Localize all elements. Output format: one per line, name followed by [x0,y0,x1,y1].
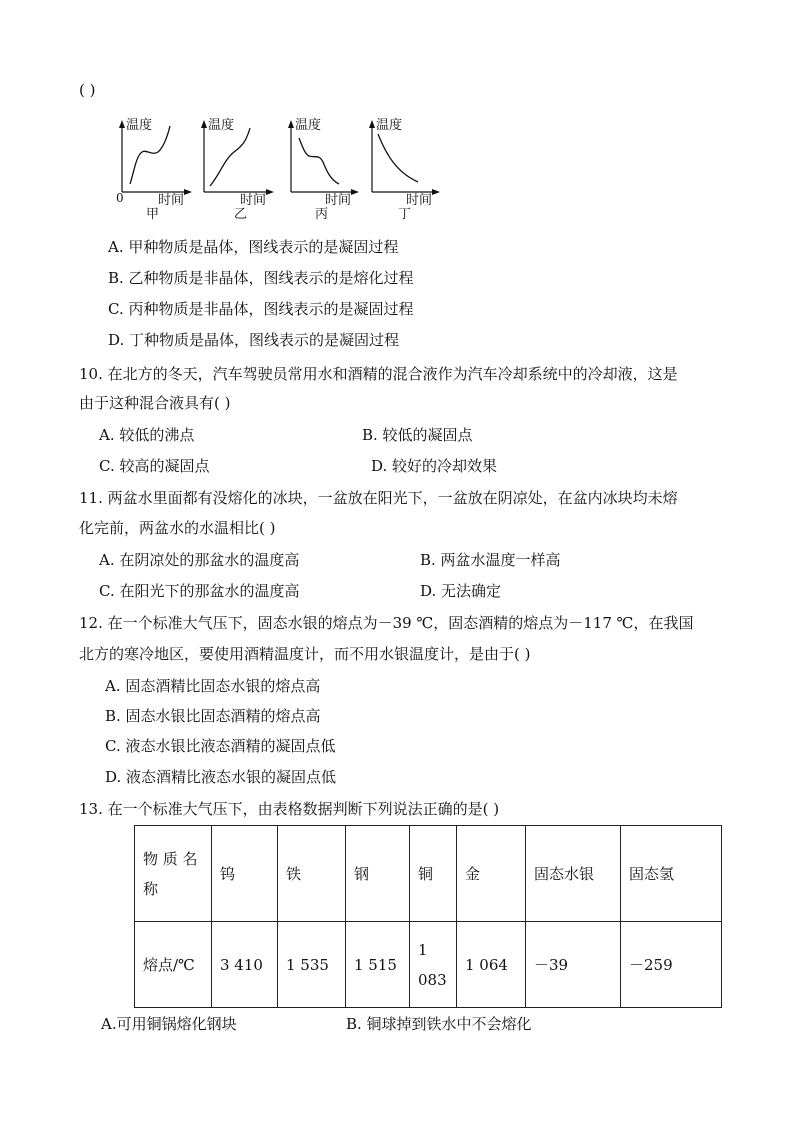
q11-option-a[interactable]: A. 在阴凉处的那盆水的温度高 [99,551,300,569]
q10-stem-line2: 由于这种混合液具有( ) [79,394,231,412]
q10-stem-line1: 10. 在北方的冬天，汽车驾驶员常用水和酒精的混合液作为汽车冷却系统中的冷却液，这是 [79,365,678,383]
graph-jia-arrow-x [184,189,192,195]
q13-option-a[interactable]: A.可用铜锅熔化钢块 [101,1015,237,1033]
table-value-steel: 1 515 [346,922,410,1008]
q12-option-b[interactable]: B. 固态水银比固态酒精的熔点高 [105,707,321,725]
table-value-gold: 1 064 [457,922,526,1008]
q11-stem-line1: 11. 两盆水里面都有没熔化的冰块，一盆放在阳光下，一盆放在阴凉处，在盆内冰块均未熔 [79,489,678,507]
table-value-solid-hydrogen: －259 [621,922,722,1008]
graph-yi-curve [210,128,250,186]
q13-option-b[interactable]: B. 铜球掉到铁水中不会熔化 [346,1015,532,1033]
table-row-melting-point [135,922,722,1008]
q10-option-a[interactable]: A. 较低的沸点 [99,426,195,444]
table-value-solid-mercury: －39 [526,922,621,1008]
graph-bing-curve [299,138,339,184]
table-value-tungsten: 3 410 [212,922,278,1008]
q9-option-a[interactable]: A. 甲种物质是晶体，图线表示的是凝固过程 [108,238,399,256]
q12-option-c[interactable]: C. 液态水银比液态酒精的凝固点低 [105,737,336,755]
q9-option-c[interactable]: C. 丙种物质是非晶体，图线表示的是凝固过程 [108,300,414,318]
table-row-header [135,826,722,922]
graph-ding-ylabel: 温度 [376,118,403,133]
q12-stem-line2: 北方的寒冷地区，要使用酒精温度计，而不用水银温度计，是由于( ) [79,645,531,663]
q11-option-c[interactable]: C. 在阳光下的那盆水的温度高 [99,582,300,600]
q10-option-b[interactable]: B. 较低的凝固点 [362,426,473,444]
graph-jia-xlabel: 时间 [158,193,185,208]
graph-jia [112,112,192,222]
graph-ding [362,112,442,222]
q9-answer-paren: ( ) [79,81,96,99]
table-cell-copper: 铜 [410,826,457,922]
table-cell-iron: 铁 [278,826,346,922]
q9-option-b[interactable]: B. 乙种物质是非晶体，图线表示的是熔化过程 [108,269,414,287]
table-cell-gold: 金 [457,826,526,922]
graph-jia-arrow-y [119,120,125,128]
table-cell-steel: 钢 [346,826,410,922]
table-cell-solid-hydrogen: 固态氢 [621,826,722,922]
q11-stem-line2: 化完前，两盆水的水温相比( ) [79,519,276,537]
table-value-iron: 1 535 [278,922,346,1008]
graph-jia-label: 甲 [146,207,160,222]
graph-bing [279,112,359,222]
graph-bing-xlabel: 时间 [325,193,352,208]
q11-option-d[interactable]: D. 无法确定 [420,582,502,600]
graph-bing-ylabel: 温度 [295,118,322,133]
table-value-copper [410,922,457,1008]
graph-ding-curve [378,134,418,182]
melting-point-table [134,825,722,1008]
graph-ding-xlabel: 时间 [406,193,433,208]
q12-option-d[interactable]: D. 液态酒精比液态水银的凝固点低 [105,768,337,786]
table-header-line2: 称 [143,879,159,898]
table-cell-tungsten: 钨 [212,826,278,922]
table-value-copper-line1: 1 [418,940,428,959]
graph-jia-curve [130,126,170,184]
q12-option-a[interactable]: A. 固态酒精比固态水银的熔点高 [105,677,321,695]
graph-yi-label: 乙 [234,207,248,222]
graph-yi-xlabel: 时间 [240,193,267,208]
table-header-cell [135,826,212,922]
graph-ding-label: 丁 [398,207,412,222]
graph-bing-label: 丙 [315,207,329,222]
table-row-label: 熔点/℃ [135,922,212,1008]
graph-yi [194,112,274,222]
q12-stem-line1: 12. 在一个标准大气压下，固态水银的熔点为－39 ℃，固态酒精的熔点为－117 ℃，在我国 [79,614,694,632]
q10-option-d[interactable]: D. 较好的冷却效果 [371,457,498,475]
q10-option-c[interactable]: C. 较高的凝固点 [99,457,210,475]
graph-jia-ylabel: 温度 [126,118,153,133]
q9-option-d[interactable]: D. 丁种物质是晶体，图线表示的是凝固过程 [108,331,400,349]
q13-stem: 13. 在一个标准大气压下，由表格数据判断下列说法正确的是( ) [79,800,500,818]
table-value-copper-line2: 083 [418,970,447,989]
table-cell-solid-mercury: 固态水银 [526,826,621,922]
graph-yi-ylabel: 温度 [208,118,235,133]
graph-jia-origin: 0 [116,191,124,205]
q11-option-b[interactable]: B. 两盆水温度一样高 [420,551,561,569]
table-header-line1: 物 质 名 [143,849,198,868]
